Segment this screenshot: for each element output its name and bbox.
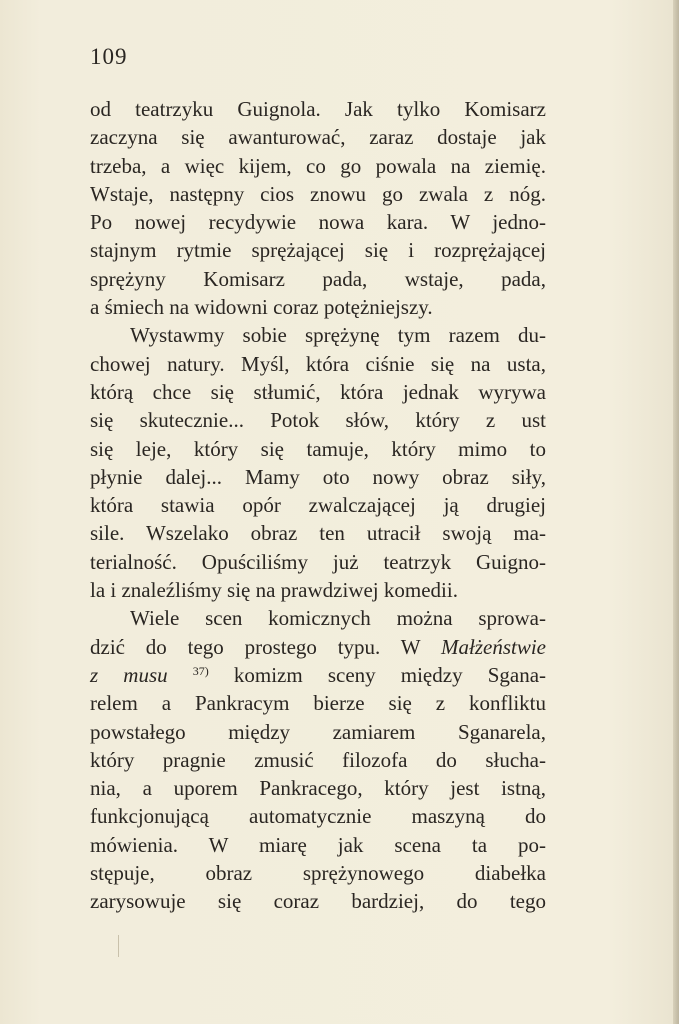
text-line: powstałego między zamiarem Sganarela, <box>90 719 546 744</box>
text-line: mówienia. W miarę jak scena ta po- <box>90 832 546 857</box>
text-line: chowej natury. Myśl, która ciśnie się na usta, <box>90 351 546 376</box>
text-line <box>90 633 546 661</box>
text-line: sprężyny Komisarz pada, wstaje, pada, <box>90 266 546 291</box>
text-line: którą chce się stłumić, która jednak wyrywa <box>90 379 546 404</box>
text-line: nia, a uporem Pankracego, który jest istną, <box>90 776 546 801</box>
italic-title: Małżeństwie <box>441 634 546 659</box>
text-line: zarysowuje się coraz bardziej, do tego <box>90 889 546 914</box>
text-line: terialność. Opuściliśmy już teatrzyk Guigno- <box>90 549 546 574</box>
text-line: la i znaleźliśmy się na prawdziwej komedii. <box>90 578 458 603</box>
text-line: Po nowej recydywie nowa kara. W jedno- <box>90 210 546 235</box>
italic-title: z musu <box>90 662 168 687</box>
text-line: Wystawmy sobie sprężynę tym razem du- <box>130 323 546 348</box>
text-line: funkcjonującą automatycznie maszyną do <box>90 804 546 829</box>
text-line: relem a Pankracym bierze się z konfliktu <box>90 691 546 716</box>
text-line: sile. Wszelako obraz ten utracił swoją ma- <box>90 521 546 546</box>
text-line: który pragnie zmusić filozofa do słucha- <box>90 747 546 772</box>
paper-mark <box>118 935 119 957</box>
text-line: trzeba, a więc kijem, co go powala na ziemię. <box>90 153 546 178</box>
body-text <box>90 95 546 916</box>
text-line: się skutecznie... Potok słów, który z ust <box>90 408 546 433</box>
page-edge-shadow <box>673 0 679 1024</box>
text-line: płynie dalej... Mamy oto nowy obraz siły, <box>90 464 546 489</box>
text-line: stępuje, obraz sprężynowego diabełka <box>90 861 546 886</box>
text-line: stajnym rytmie sprężającej się i rozprężającej <box>90 238 546 263</box>
text-line: Wstaje, następny cios znowu go zwala z nóg. <box>90 181 546 206</box>
page-number: 109 <box>90 44 128 69</box>
text-line: zaczyna się awanturować, zaraz dostaje jak <box>90 125 546 150</box>
text-line: a śmiech na widowni coraz potężniejszy. <box>90 295 433 320</box>
text-segment: dzić do tego prostego typu. W <box>90 634 441 659</box>
footnote-reference: 37) <box>192 663 209 678</box>
text-line: od teatrzyku Guignola. Jak tylko Komisarz <box>90 97 546 121</box>
text-line: która stawia opór zwalczającej ją drugiej <box>90 493 546 518</box>
text-line <box>90 661 546 689</box>
text-line: Wiele scen komicznych można sprowa- <box>130 606 546 631</box>
text-line: się leje, który się tamuje, który mimo to <box>90 436 546 461</box>
text-segment: komizm sceny między Sgana- <box>208 662 547 687</box>
